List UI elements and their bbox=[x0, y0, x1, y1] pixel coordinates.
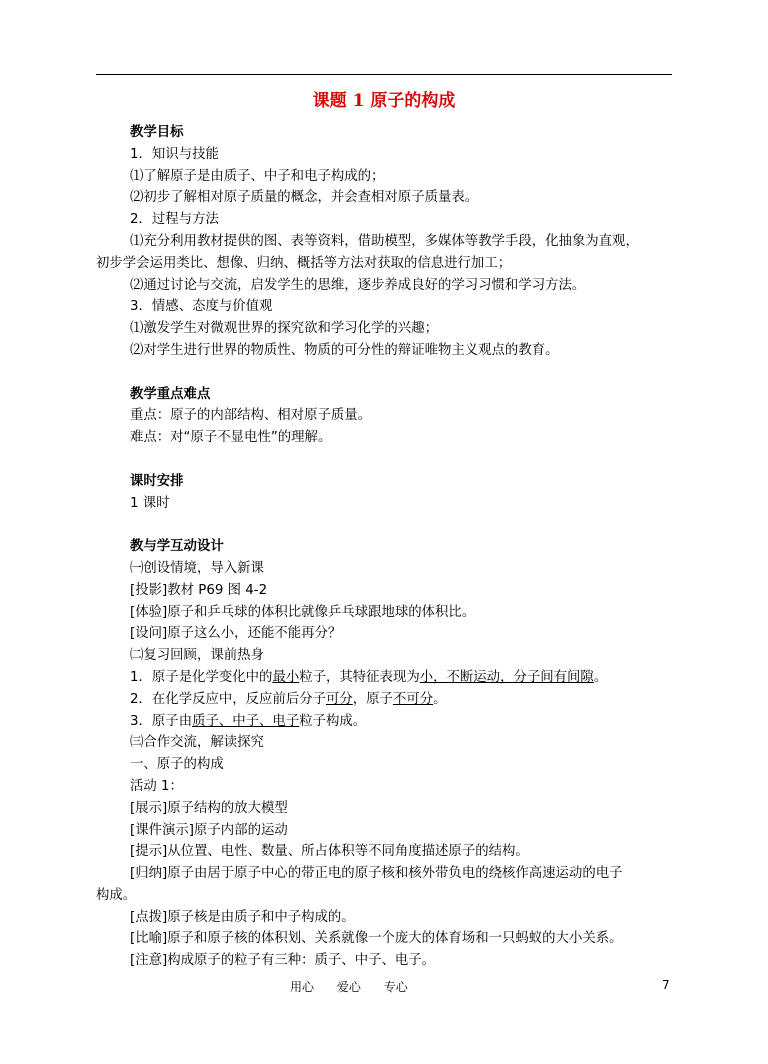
body-line: ⑴了解原子是由质子、中子和电子构成的； bbox=[130, 168, 385, 184]
body-line: [比喻]原子和原子核的体积划、关系就像一个庞大的体育场和一只蚂蚁的大小关系。 bbox=[130, 931, 623, 947]
review-line-3 bbox=[130, 711, 690, 733]
header-rule bbox=[96, 74, 672, 75]
page-title: 课题 1 原子的构成 bbox=[312, 91, 456, 111]
body-line: ⑴充分利用教材提供的图、表等资料，借助模型，多媒体等教学手段，化抽象为直观， bbox=[130, 233, 639, 249]
body-line: 一、原子的构成 bbox=[130, 757, 224, 773]
body-line: 构成。 bbox=[96, 887, 137, 903]
page-footer bbox=[0, 978, 768, 998]
body-section-intro bbox=[96, 122, 690, 667]
body-line: ⑴激发学生对微观世界的探究欲和学习化学的兴趣； bbox=[130, 321, 438, 337]
review-2-underline-a: 可分 bbox=[326, 691, 353, 707]
review-2-text-a: 2．在化学反应中，反应前后分子 bbox=[130, 691, 326, 707]
section-heading: 教与学互动设计 bbox=[130, 539, 224, 555]
review-line-2 bbox=[130, 689, 690, 711]
body-line: [提示]从位置、电性、数量、所占体积等不同角度描述原子的结构。 bbox=[130, 844, 529, 860]
review-2-underline-b: 不可分 bbox=[392, 691, 434, 707]
section-heading: 教学目标 bbox=[130, 125, 184, 140]
review-2-text-c: 。 bbox=[433, 691, 447, 707]
body-line: 难点：对“原子不显电性”的理解。 bbox=[130, 430, 332, 446]
review-1-underline-b: 小，不断运动，分子间有间隙 bbox=[419, 669, 594, 685]
body-line: ㈠创设情境，导入新课 bbox=[130, 560, 264, 576]
review-line-1 bbox=[130, 667, 690, 689]
footer-motto: 用心 爱心 专心 bbox=[290, 980, 408, 994]
review-3-text-a: 3．原子由 bbox=[130, 713, 193, 729]
body-line: 2．过程与方法 bbox=[130, 212, 219, 228]
document-body bbox=[96, 122, 690, 972]
body-line: [设问]原子这么小，还能不能再分？ bbox=[130, 626, 342, 642]
section-heading: 课时安排 bbox=[130, 473, 184, 489]
body-line: [归纳]原子由居于原子中心的带正电的原子核和核外带负电的绕核作高速运动的电子 bbox=[130, 866, 623, 882]
body-line: [点拨]原子核是由质子和中子构成的。 bbox=[130, 909, 355, 925]
blank-line bbox=[130, 449, 690, 471]
page-number: 7 bbox=[662, 978, 670, 992]
body-line: ㈡复习回顾，课前热身 bbox=[130, 648, 264, 664]
blank-line bbox=[130, 362, 690, 384]
body-line: 初步学会运用类比、想像、归纳、概括等方法对获取的信息进行加工； bbox=[96, 255, 512, 271]
body-line: 1．知识与技能 bbox=[130, 146, 219, 162]
section-heading: 教学重点难点 bbox=[130, 386, 211, 402]
body-section-explore bbox=[96, 732, 690, 972]
body-line: [展示]原子结构的放大模型 bbox=[130, 800, 288, 816]
review-1-text-a: 1．原子是化学变化中的 bbox=[130, 669, 273, 685]
review-1-text-b: 粒子，其特征表现为 bbox=[299, 669, 420, 685]
review-3-text-b: 粒子构成。 bbox=[299, 713, 367, 729]
review-1-underline-a: 最小 bbox=[272, 669, 300, 685]
review-2-text-b: ，原子 bbox=[352, 691, 393, 707]
review-3-underline-a: 质子、中子、电子 bbox=[192, 713, 300, 729]
body-line: 重点：原子的内部结构、相对原子质量。 bbox=[130, 408, 372, 424]
body-line: [投影]教材 P69 图 4-2 bbox=[130, 582, 268, 598]
body-line: [注意]构成原子的粒子有三种：质子、中子、电子。 bbox=[130, 953, 436, 969]
body-line: [体验]原子和乒乓球的体积比就像乒乓球跟地球的体积比。 bbox=[130, 604, 476, 620]
body-line: 1 课时 bbox=[130, 495, 170, 511]
body-line: 活动 1： bbox=[130, 778, 183, 794]
body-line: ㈢合作交流，解读探究 bbox=[130, 735, 264, 751]
body-line: ⑵初步了解相对原子质量的概念，并会查相对原子质量表。 bbox=[130, 190, 479, 206]
blank-line bbox=[130, 514, 690, 536]
review-1-text-c: 。 bbox=[593, 669, 608, 685]
body-line: 3．情感、态度与价值观 bbox=[130, 299, 273, 315]
body-line: ⑵对学生进行世界的物质性、物质的可分性的辩证唯物主义观点的教育。 bbox=[130, 342, 559, 358]
body-line: ⑵通过讨论与交流，启发学生的思维，逐步养成良好的学习习惯和学习方法。 bbox=[130, 277, 586, 293]
body-line: [课件演示]原子内部的运动 bbox=[130, 822, 288, 838]
